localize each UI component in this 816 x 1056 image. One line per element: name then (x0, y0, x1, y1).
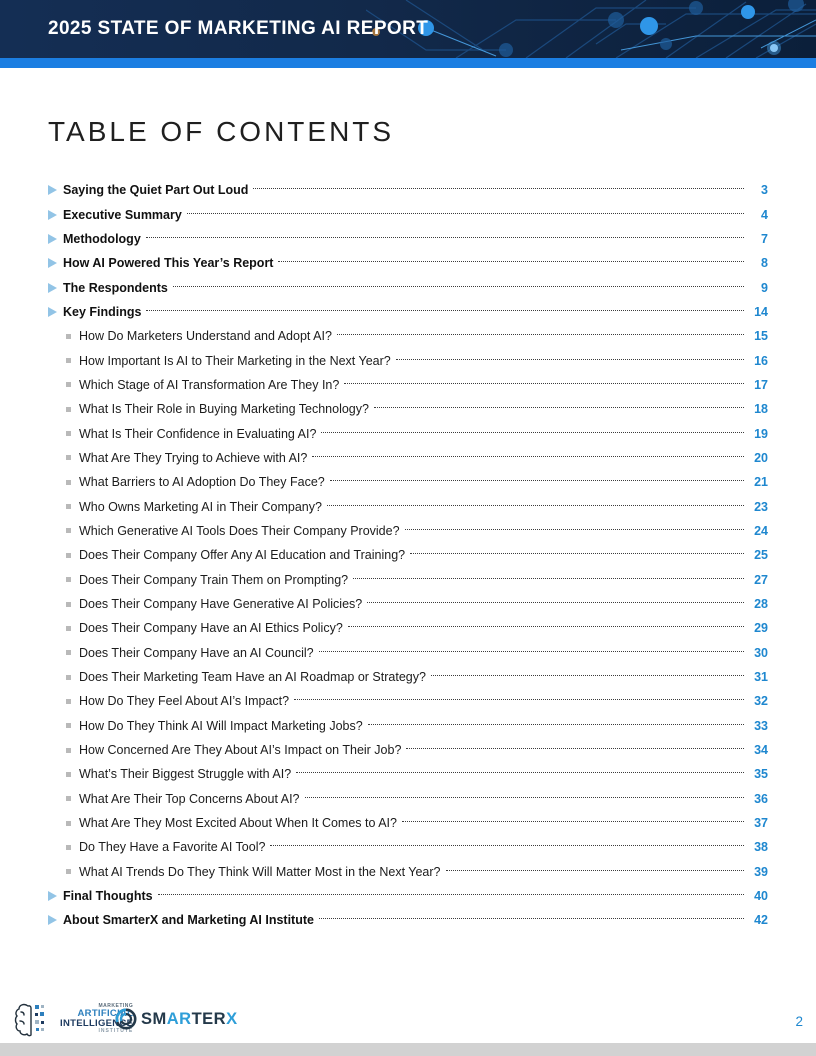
smarterx-ring-icon (115, 1008, 137, 1030)
dotted-leader (396, 359, 744, 360)
toc-entry-label: What’s Their Biggest Struggle with AI? (79, 767, 292, 782)
dotted-leader (446, 870, 745, 871)
toc-entry-label: How Do They Think AI Will Impact Marketing Jobs? (79, 718, 363, 733)
toc-entry-page-number: 14 (754, 304, 768, 319)
dotted-leader (253, 188, 744, 189)
dotted-leader (431, 675, 744, 676)
toc-entry-label: Methodology (63, 231, 141, 246)
dotted-leader (278, 261, 744, 262)
square-bullet-icon (66, 650, 71, 655)
toc-entry-page-number: 38 (754, 840, 768, 855)
toc-entry-label: Does Their Company Train Them on Prompting? (79, 572, 349, 587)
toc-entry-page-number: 9 (761, 280, 768, 295)
toc-entry[interactable] (48, 470, 768, 494)
dotted-leader (402, 821, 744, 822)
square-bullet-icon (66, 455, 71, 460)
toc-entry-label: What Are They Trying to Achieve with AI? (79, 450, 308, 465)
maii-line-marketing: MARKETING (98, 1002, 134, 1009)
dotted-leader (353, 578, 744, 579)
dotted-leader (406, 748, 744, 749)
toc-entry-label: What Is Their Confidence in Evaluating AI? (79, 426, 317, 441)
toc-entry-page-number: 40 (754, 889, 768, 904)
toc-entry-label: What Are They Most Excited About When It Comes to AI? (79, 816, 397, 831)
square-bullet-icon (66, 699, 71, 704)
toc-entry-label: What Barriers to AI Adoption Do They Face? (79, 475, 325, 490)
square-bullet-icon (66, 431, 71, 436)
toc-entry-page-number: 28 (754, 597, 768, 612)
dotted-leader (337, 334, 744, 335)
toc-entry-label: The Respondents (63, 280, 168, 295)
toc-entry-label: Does Their Company Have an AI Ethics Policy? (79, 621, 343, 636)
toc-entry-label: How Do Marketers Understand and Adopt AI? (79, 329, 332, 344)
toc-entry-page-number: 8 (761, 256, 768, 271)
triangle-bullet-icon (48, 283, 57, 293)
toc-entry-label: Which Generative AI Tools Does Their Company Provide? (79, 523, 400, 538)
toc-entry-page-number: 39 (754, 864, 768, 879)
maii-line-artificial: ARTIFICIAL (77, 1008, 134, 1020)
dotted-leader (319, 918, 744, 919)
toc-entry[interactable] (48, 348, 768, 372)
toc-entry-page-number: 24 (754, 523, 768, 538)
header-accent-stripe (0, 58, 816, 68)
toc-entry-label: Saying the Quiet Part Out Loud (63, 183, 249, 198)
square-bullet-icon (66, 845, 71, 850)
toc-entry-page-number: 30 (754, 645, 768, 660)
toc-entry-label: Executive Summary (63, 207, 182, 222)
dotted-leader (321, 432, 744, 433)
dotted-leader (296, 772, 744, 773)
toc-entry[interactable] (48, 616, 768, 640)
toc-entry-label: About SmarterX and Marketing AI Institute (63, 913, 314, 928)
toc-entry-page-number: 3 (761, 183, 768, 198)
toc-entry[interactable] (48, 738, 768, 762)
toc-entry[interactable] (48, 811, 768, 835)
toc-entry-page-number: 7 (761, 231, 768, 246)
toc-entry[interactable] (48, 300, 768, 324)
toc-entry-label: How AI Powered This Year’s Report (63, 256, 274, 271)
toc-entry-page-number: 31 (754, 670, 768, 685)
toc-entry[interactable] (48, 178, 768, 202)
dotted-leader (305, 797, 744, 798)
toc-entry-page-number: 4 (761, 207, 768, 222)
square-bullet-icon (66, 821, 71, 826)
square-bullet-icon (66, 602, 71, 607)
square-bullet-icon (66, 504, 71, 509)
triangle-bullet-icon (48, 915, 57, 925)
smarterx-segment: X (226, 1009, 238, 1028)
smarterx-wordmark (141, 1010, 238, 1029)
smarterx-segment: TER (191, 1009, 227, 1028)
maii-line-intelligence: INTELLIGENCE (60, 1018, 134, 1029)
toc-entry-page-number: 36 (754, 791, 768, 806)
square-bullet-icon (66, 382, 71, 387)
smarterx-segment: AR (166, 1009, 192, 1028)
triangle-bullet-icon (48, 210, 57, 220)
square-bullet-icon (66, 748, 71, 753)
table-of-contents-list (48, 178, 768, 933)
toc-entry[interactable] (48, 641, 768, 665)
brain-circuit-icon (14, 1000, 58, 1038)
toc-entry-page-number: 17 (754, 377, 768, 392)
dotted-leader (270, 845, 744, 846)
dotted-leader (319, 651, 744, 652)
square-bullet-icon (66, 772, 71, 777)
toc-entry-page-number: 25 (754, 548, 768, 563)
toc-entry[interactable] (48, 689, 768, 713)
toc-entry[interactable] (48, 665, 768, 689)
toc-entry-page-number: 34 (754, 743, 768, 758)
toc-entry[interactable] (48, 835, 768, 859)
toc-entry[interactable] (48, 908, 768, 932)
dotted-leader (312, 456, 744, 457)
dotted-leader (146, 310, 744, 311)
toc-entry[interactable] (48, 275, 768, 299)
toc-entry[interactable] (48, 202, 768, 226)
toc-entry-page-number: 35 (754, 767, 768, 782)
toc-entry-label: Which Stage of AI Transformation Are They In? (79, 377, 340, 392)
circuit-pattern-decoration (366, 0, 816, 58)
square-bullet-icon (66, 577, 71, 582)
toc-entry-page-number: 21 (754, 475, 768, 490)
toc-entry-page-number: 20 (754, 450, 768, 465)
square-bullet-icon (66, 869, 71, 874)
toc-entry[interactable] (48, 251, 768, 275)
dotted-leader (374, 407, 744, 408)
dotted-leader (158, 894, 744, 895)
toc-entry[interactable] (48, 592, 768, 616)
toc-entry[interactable] (48, 787, 768, 811)
dotted-leader (367, 602, 744, 603)
dotted-leader (368, 724, 744, 725)
toc-entry-label: Does Their Company Have an AI Council? (79, 645, 314, 660)
toc-entry-label: How Concerned Are They About AI’s Impact on Their Job? (79, 743, 402, 758)
square-bullet-icon (66, 626, 71, 631)
toc-entry-label: Key Findings (63, 304, 142, 319)
toc-entry-label: How Important Is AI to Their Marketing in the Next Year? (79, 353, 391, 368)
toc-entry[interactable] (48, 762, 768, 786)
toc-entry-label: Does Their Company Offer Any AI Education and Training? (79, 548, 406, 563)
report-title: 2025 STATE OF MARKETING AI REPORT (48, 18, 429, 39)
toc-entry-page-number: 15 (754, 329, 768, 344)
dotted-leader (146, 237, 744, 238)
square-bullet-icon (66, 334, 71, 339)
toc-entry-page-number: 23 (754, 499, 768, 514)
toc-entry-page-number: 42 (754, 913, 768, 928)
toc-entry[interactable] (48, 568, 768, 592)
toc-entry[interactable] (48, 446, 768, 470)
toc-entry-label: What Are Their Top Concerns About AI? (79, 791, 300, 806)
page-title: TABLE OF CONTENTS (48, 116, 395, 147)
square-bullet-icon (66, 675, 71, 680)
toc-entry-label: Who Owns Marketing AI in Their Company? (79, 499, 322, 514)
triangle-bullet-icon (48, 185, 57, 195)
toc-entry-label: How Do They Feel About AI’s Impact? (79, 694, 290, 709)
dotted-leader (173, 286, 744, 287)
toc-entry[interactable] (48, 494, 768, 518)
triangle-bullet-icon (48, 258, 57, 268)
toc-entry[interactable] (48, 373, 768, 397)
toc-entry-label: What AI Trends Do They Think Will Matter Most in the Next Year? (79, 864, 441, 879)
toc-entry-page-number: 29 (754, 621, 768, 636)
toc-entry-page-number: 37 (754, 816, 768, 831)
triangle-bullet-icon (48, 234, 57, 244)
dotted-leader (294, 699, 744, 700)
dotted-leader (330, 480, 744, 481)
toc-entry[interactable] (48, 543, 768, 567)
toc-entry-label: Final Thoughts (63, 889, 153, 904)
smarterx-logo[interactable] (115, 1008, 238, 1030)
report-header-banner (0, 0, 816, 58)
toc-entry[interactable] (48, 884, 768, 908)
toc-entry[interactable] (48, 227, 768, 251)
dotted-leader (327, 505, 744, 506)
toc-entry-page-number: 33 (754, 718, 768, 733)
dotted-leader (405, 529, 744, 530)
triangle-bullet-icon (48, 307, 57, 317)
toc-entry-label: What Is Their Role in Buying Marketing Technology? (79, 402, 369, 417)
square-bullet-icon (66, 553, 71, 558)
toc-entry[interactable] (48, 714, 768, 738)
page-number: 2 (795, 1014, 803, 1029)
toc-entry-page-number: 32 (754, 694, 768, 709)
toc-entry[interactable] (48, 519, 768, 543)
toc-entry-page-number: 16 (754, 353, 768, 368)
toc-entry-label: Does Their Company Have Generative AI Policies? (79, 597, 363, 612)
toc-entry-page-number: 18 (754, 402, 768, 417)
footer-bar (0, 1043, 816, 1056)
square-bullet-icon (66, 796, 71, 801)
triangle-bullet-icon (48, 891, 57, 901)
toc-entry-page-number: 19 (754, 426, 768, 441)
square-bullet-icon (66, 358, 71, 363)
toc-entry[interactable] (48, 397, 768, 421)
toc-entry[interactable] (48, 324, 768, 348)
dotted-leader (410, 553, 744, 554)
toc-entry-label: Do They Have a Favorite AI Tool? (79, 840, 266, 855)
toc-entry[interactable] (48, 421, 768, 445)
maii-line-institute: INSTITUTE (98, 1027, 134, 1034)
toc-entry-page-number: 27 (754, 572, 768, 587)
square-bullet-icon (66, 480, 71, 485)
square-bullet-icon (66, 723, 71, 728)
square-bullet-icon (66, 407, 71, 412)
dotted-leader (187, 213, 744, 214)
toc-entry-label: Does Their Marketing Team Have an AI Roadmap or Strategy? (79, 670, 426, 685)
toc-entry[interactable] (48, 860, 768, 884)
smarterx-segment: SM (141, 1009, 167, 1028)
square-bullet-icon (66, 528, 71, 533)
dotted-leader (344, 383, 744, 384)
dotted-leader (348, 626, 744, 627)
